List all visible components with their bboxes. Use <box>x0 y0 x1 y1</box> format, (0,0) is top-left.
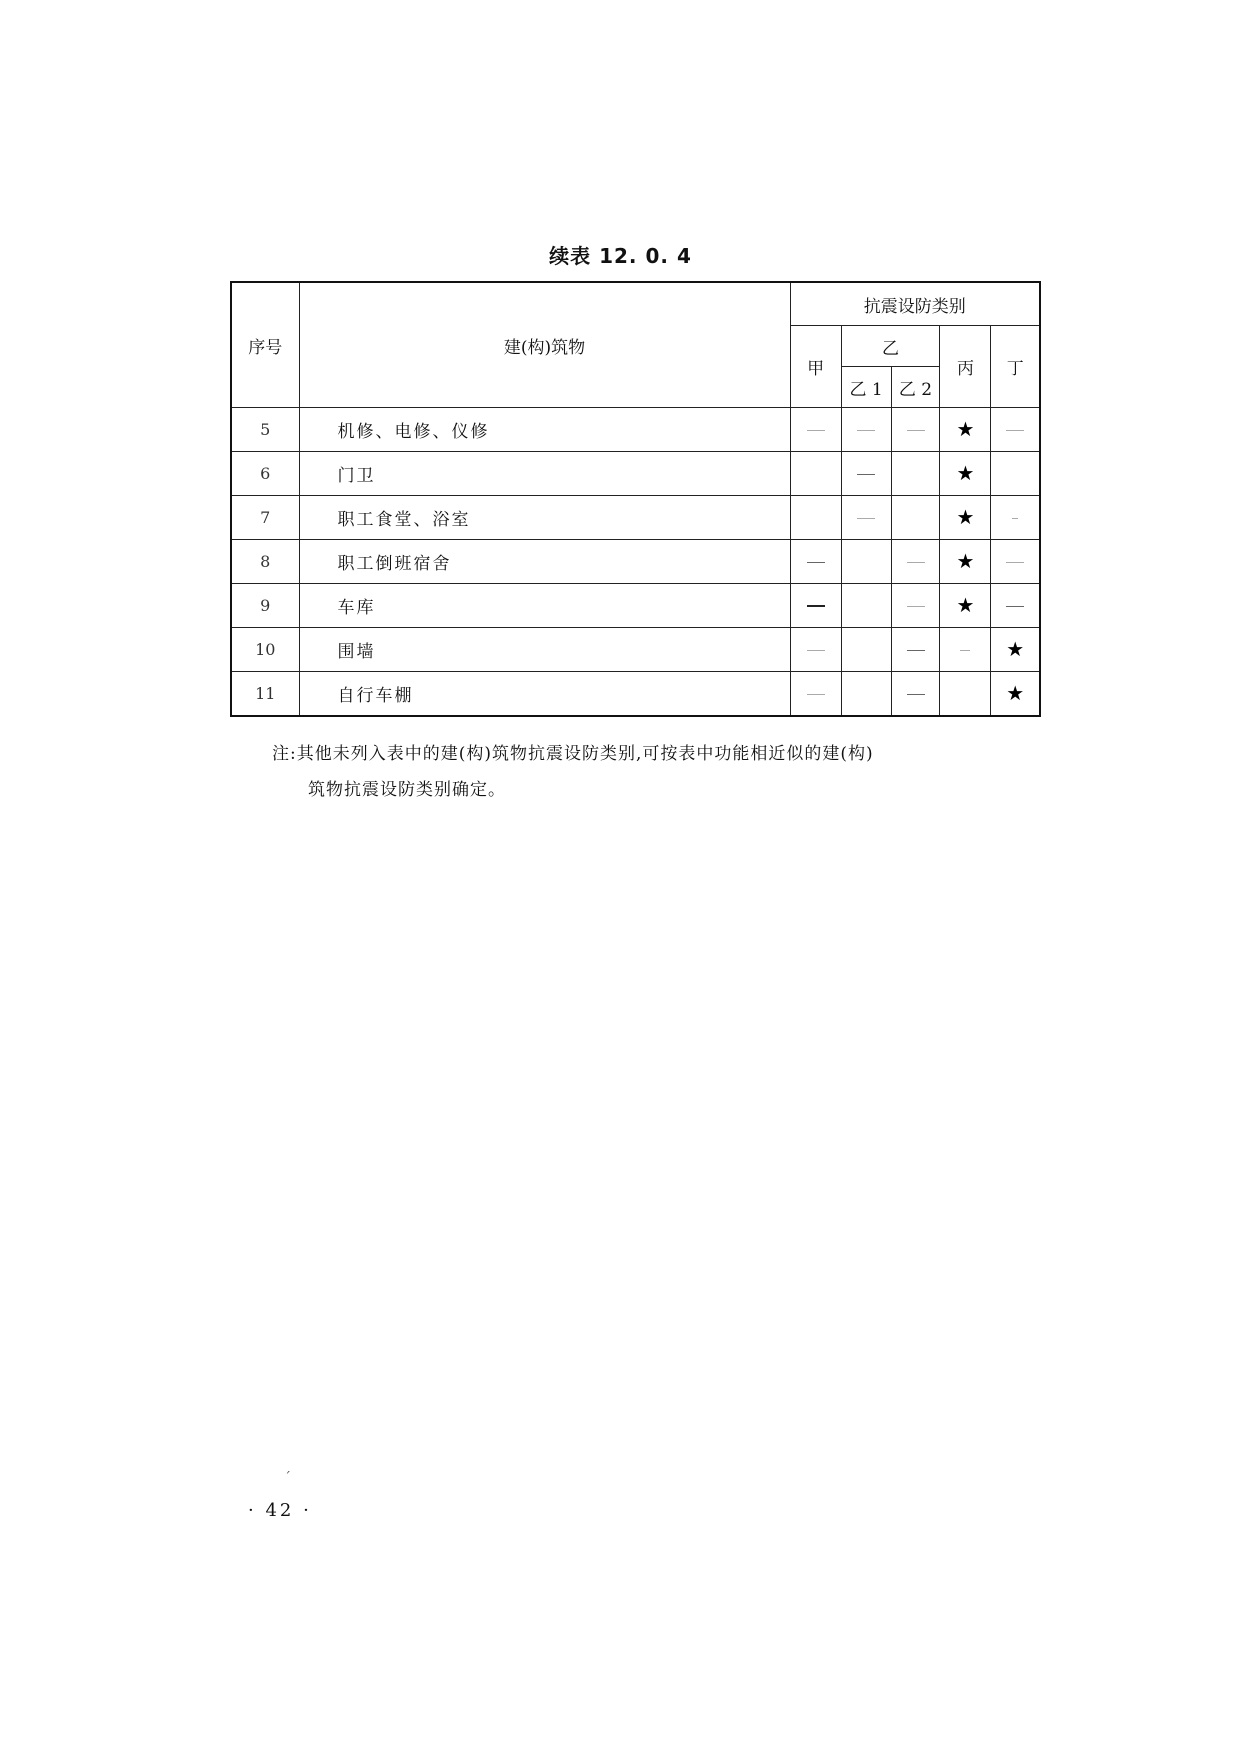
header-category: 抗震设防类别 <box>790 282 1040 326</box>
table-title: 续表 12. 0. 4 <box>549 244 692 268</box>
note-line-1: 注:其他未列入表中的建(构)筑物抗震设防类别,可按表中功能相近似的建(构) <box>272 744 874 764</box>
dash-mark <box>1006 562 1024 563</box>
header-ding: 丁 <box>991 326 1040 408</box>
table-row <box>231 496 1040 540</box>
building-name: 围墙 <box>299 628 790 672</box>
header-yi: 乙 <box>841 326 940 367</box>
dash-mark <box>907 430 925 431</box>
note-line-2: 筑物抗震设防类别确定。 <box>308 780 506 800</box>
header-seq: 序号 <box>231 282 299 408</box>
table-row <box>231 452 1040 496</box>
star-icon: ★ <box>956 592 975 617</box>
building-name: 车库 <box>299 584 790 628</box>
row-number: 8 <box>231 540 299 584</box>
building-name: 门卫 <box>299 452 790 496</box>
dash-mark <box>907 650 925 651</box>
dash-mark <box>807 430 825 431</box>
building-name: 职工食堂、浴室 <box>299 496 790 540</box>
dash-mark <box>1012 518 1018 519</box>
dash-mark <box>857 430 875 431</box>
dash-mark <box>907 562 925 563</box>
table-row <box>231 584 1040 628</box>
star-icon: ★ <box>956 548 975 573</box>
header-jia: 甲 <box>790 326 841 408</box>
building-name: 机修、电修、仪修 <box>299 408 790 452</box>
table-row <box>231 408 1040 452</box>
star-icon: ★ <box>1006 636 1025 661</box>
star-icon: ★ <box>1006 680 1025 705</box>
header-yi1: 乙 1 <box>841 367 891 408</box>
row-number: 6 <box>231 452 299 496</box>
row-number: 9 <box>231 584 299 628</box>
seismic-category-table <box>230 281 1041 717</box>
dash-mark <box>907 694 925 695</box>
page-number: · 42 · <box>248 1500 312 1521</box>
table-row <box>231 628 1040 672</box>
header-yi2: 乙 2 <box>891 367 940 408</box>
dash-mark <box>1006 430 1024 431</box>
star-icon: ★ <box>956 504 975 529</box>
dash-mark <box>807 694 825 695</box>
dash-mark <box>807 605 825 607</box>
dash-mark <box>960 650 970 651</box>
dash-mark <box>807 650 825 651</box>
row-number: 5 <box>231 408 299 452</box>
header-building: 建(构)筑物 <box>299 282 790 408</box>
row-number: 7 <box>231 496 299 540</box>
dash-mark <box>807 562 825 563</box>
star-icon: ★ <box>956 416 975 441</box>
row-number: 11 <box>231 672 299 717</box>
dash-mark <box>907 606 925 607</box>
table-note <box>272 736 1062 808</box>
building-name: 自行车棚 <box>299 672 790 717</box>
dash-mark <box>857 474 875 475</box>
table-row <box>231 672 1040 717</box>
stray-mark: ˊ <box>284 1470 291 1486</box>
dash-mark <box>857 518 875 519</box>
table-row <box>231 540 1040 584</box>
dash-mark <box>1006 606 1024 607</box>
building-name: 职工倒班宿舍 <box>299 540 790 584</box>
header-bing: 丙 <box>940 326 991 408</box>
star-icon: ★ <box>956 460 975 485</box>
row-number: 10 <box>231 628 299 672</box>
